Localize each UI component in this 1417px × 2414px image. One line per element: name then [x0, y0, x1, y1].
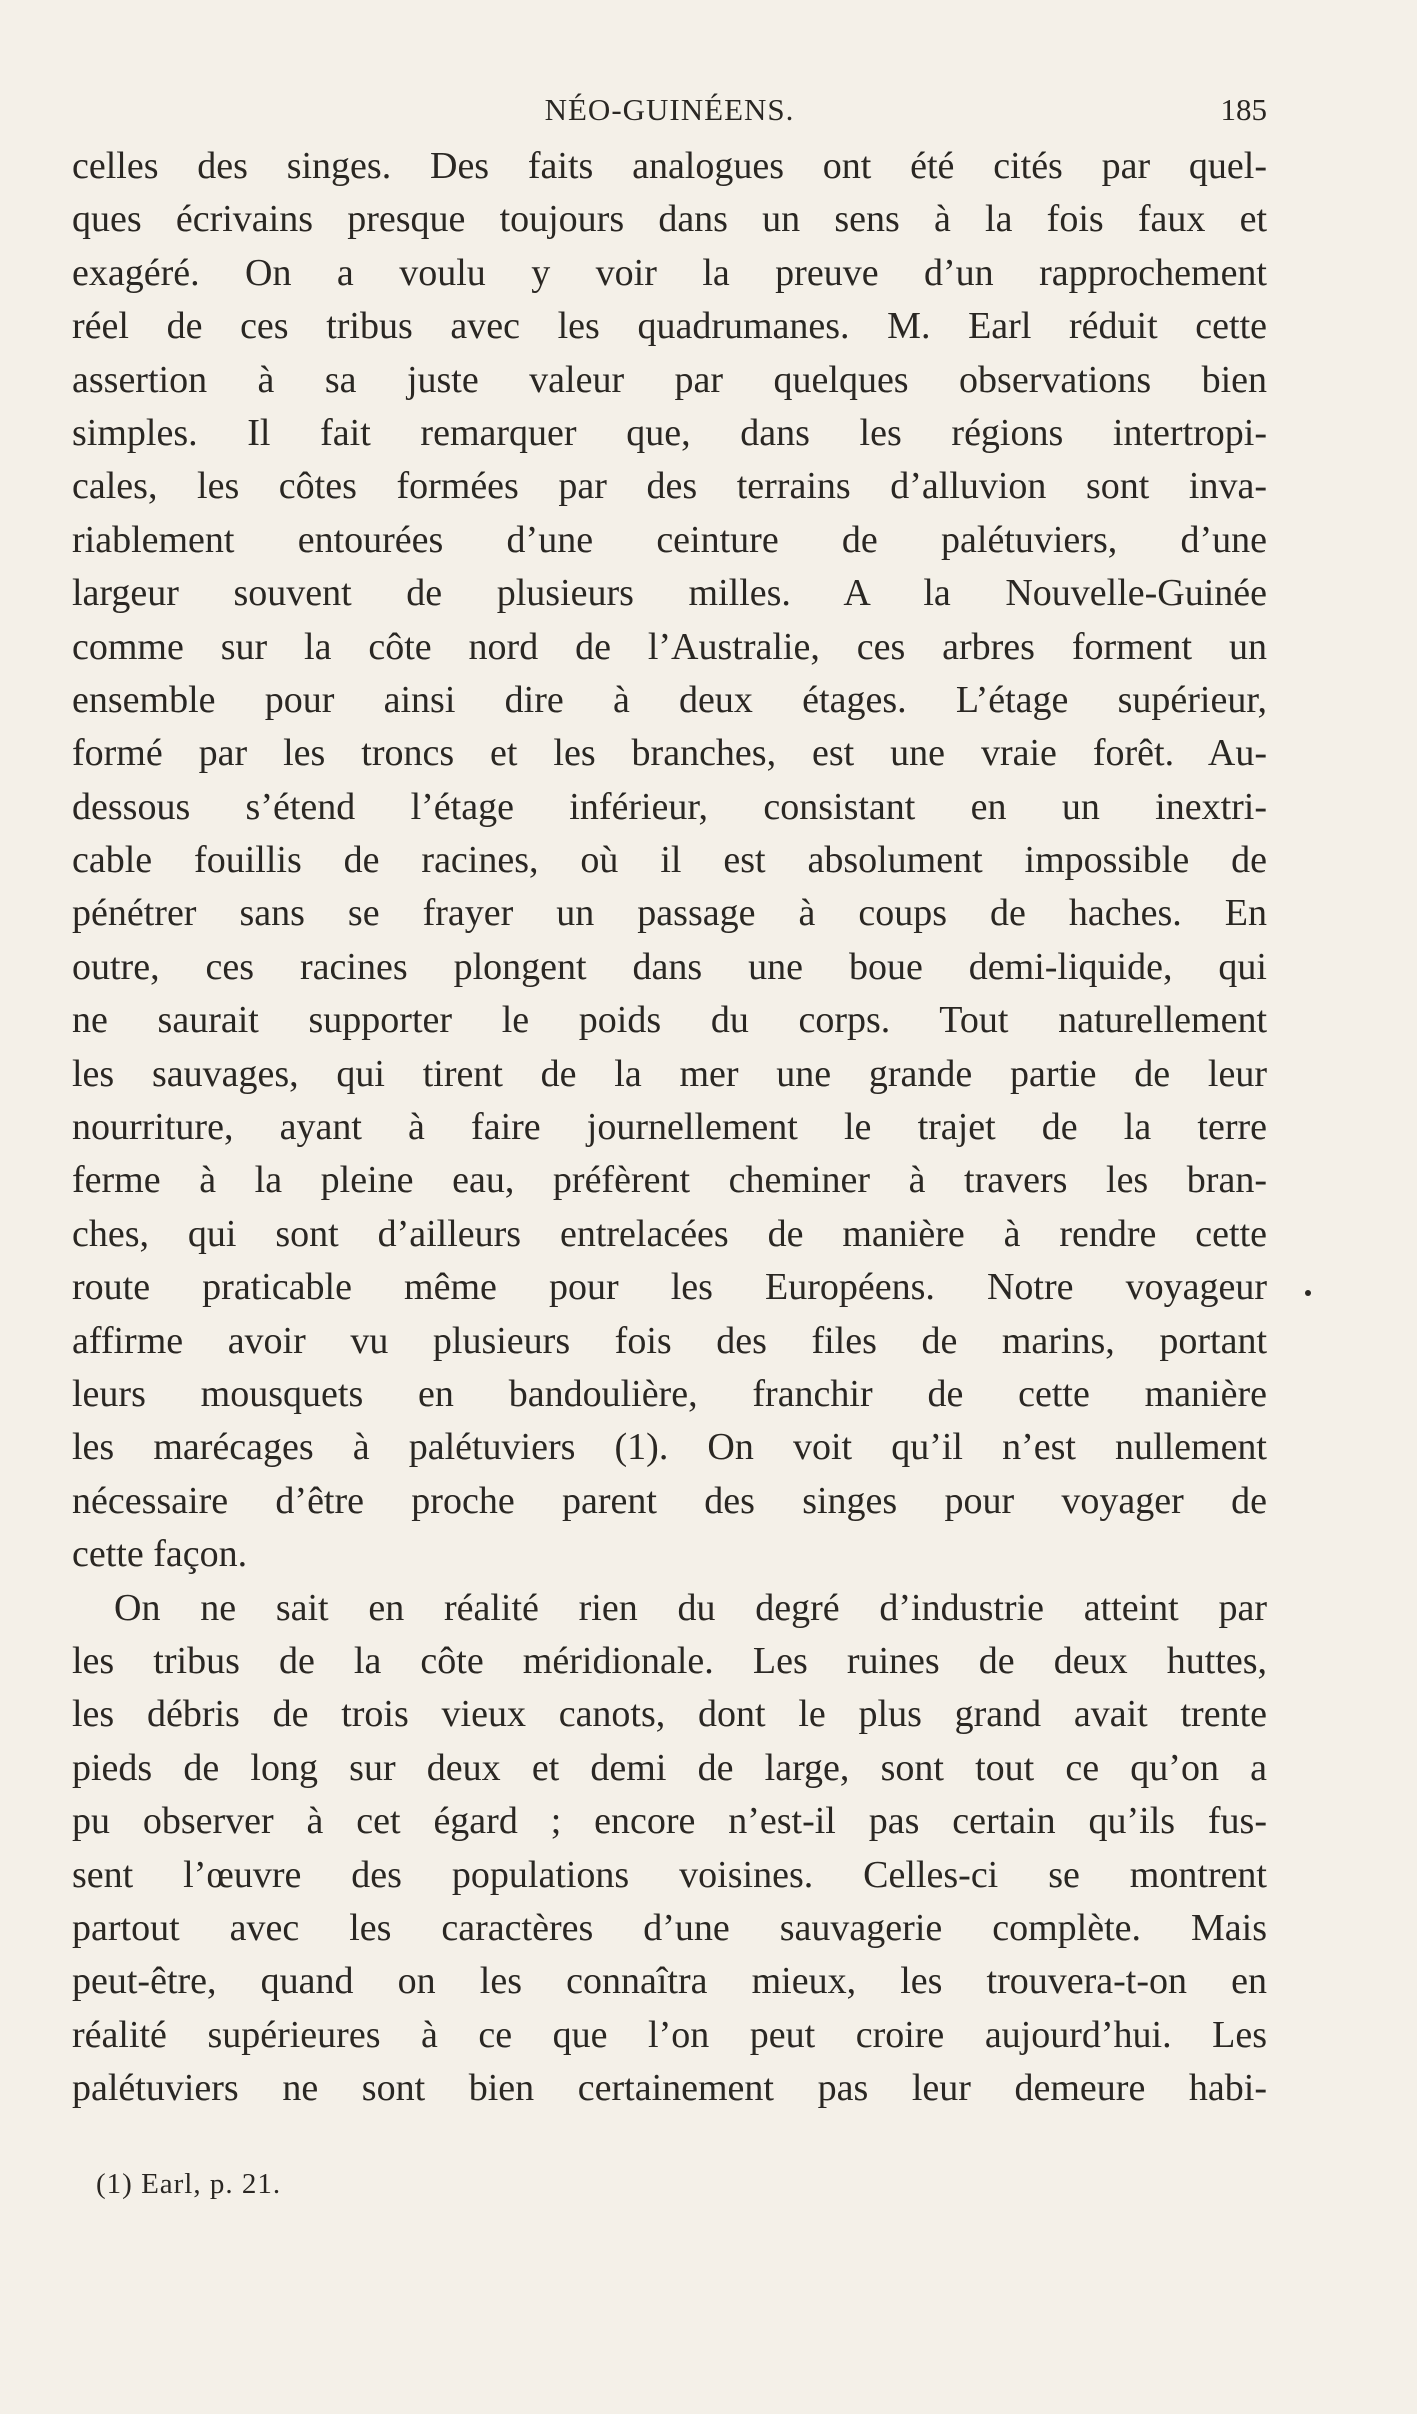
text-line: cales, les côtes formées par des terrains d’alluvion sont inva- — [72, 465, 1267, 508]
text-line: palétuviers ne sont bien certainement pas leur demeure habi- — [72, 2067, 1267, 2110]
text-line: réalité supérieures à ce que l’on peut croire aujourd’hui. Les — [72, 2013, 1267, 2056]
text-line: dessous s’étend l’étage inférieur, consistant en un inextri- — [72, 785, 1267, 828]
text-line: riablement entourées d’une ceinture de palétuviers, d’une — [72, 518, 1267, 561]
text-line: simples. Il fait remarquer que, dans les régions intertropi- — [72, 411, 1267, 454]
text-line: assertion à sa juste valeur par quelques observations bien — [72, 358, 1267, 401]
text-line: les marécages à palétuviers (1). On voit qu’il n’est nullement — [72, 1426, 1267, 1469]
text-line: outre, ces racines plongent dans une boue demi-liquide, qui — [72, 945, 1267, 988]
margin-dot — [1305, 1290, 1311, 1296]
text-line: réel de ces tribus avec les quadrumanes. M. Earl réduit cette — [72, 305, 1267, 348]
running-title: NÉO-GUINÉENS. — [544, 92, 795, 127]
text-line: cette façon. — [72, 1533, 248, 1576]
text-line: exagéré. On a voulu y voir la preuve d’un rapprochement — [72, 251, 1267, 294]
text-line: les débris de trois vieux canots, dont le plus grand avait trente — [72, 1693, 1267, 1736]
text-line: peut-être, quand on les connaîtra mieux, les trouvera-t-on en — [72, 1960, 1267, 2003]
text-line: ques écrivains presque toujours dans un sens à la fois faux et — [72, 198, 1267, 241]
text-line: ferme à la pleine eau, préfèrent cheminer à travers les bran- — [72, 1159, 1267, 1202]
text-line: celles des singes. Des faits analogues ont été cités par quel- — [72, 145, 1267, 187]
text-line: cable fouillis de racines, où il est absolument impossible de — [72, 839, 1267, 882]
text-line: leurs mousquets en bandoulière, franchir de cette manière — [72, 1372, 1267, 1415]
text-line: comme sur la côte nord de l’Australie, ces arbres forment un — [72, 625, 1267, 668]
text-line: partout avec les caractères d’une sauvagerie complète. Mais — [72, 1906, 1267, 1949]
text-line: les tribus de la côte méridionale. Les ruines de deux huttes, — [72, 1639, 1267, 1682]
text-line: les sauvages, qui tirent de la mer une grande partie de leur — [72, 1052, 1267, 1095]
page-header — [72, 82, 1267, 142]
text-line: route praticable même pour les Européens. Notre voyageur — [72, 1266, 1267, 1309]
text-line: largeur souvent de plusieurs milles. A la Nouvelle-Guinée — [72, 572, 1267, 615]
text-line: sent l’œuvre des populations voisines. Celles-ci se montrent — [72, 1853, 1267, 1896]
text-line: formé par les troncs et les branches, est une vraie forêt. Au- — [72, 732, 1267, 775]
text-line: On ne sait en réalité rien du degré d’industrie atteint par — [114, 1586, 1267, 1629]
footnote: (1) Earl, p. 21. — [96, 2168, 282, 2200]
text-line: ensemble pour ainsi dire à deux étages. L’étage supérieur, — [72, 678, 1267, 721]
text-line: affirme avoir vu plusieurs fois des files de marins, portant — [72, 1319, 1267, 1362]
text-line: ches, qui sont d’ailleurs entrelacées de manière à rendre cette — [72, 1212, 1267, 1255]
text-line: pénétrer sans se frayer un passage à coups de haches. En — [72, 892, 1267, 935]
text-line: pu observer à cet égard ; encore n’est-il pas certain qu’ils fus- — [72, 1800, 1267, 1843]
text-line: nécessaire d’être proche parent des singes pour voyager de — [72, 1479, 1267, 1522]
page-number: 185 — [1220, 92, 1267, 127]
text-line: nourriture, ayant à faire journellement le trajet de la terre — [72, 1106, 1267, 1149]
text-line: pieds de long sur deux et demi de large, sont tout ce qu’on a — [72, 1746, 1267, 1789]
body-text — [72, 140, 1267, 2115]
text-line: ne saurait supporter le poids du corps. Tout naturellement — [72, 999, 1267, 1042]
